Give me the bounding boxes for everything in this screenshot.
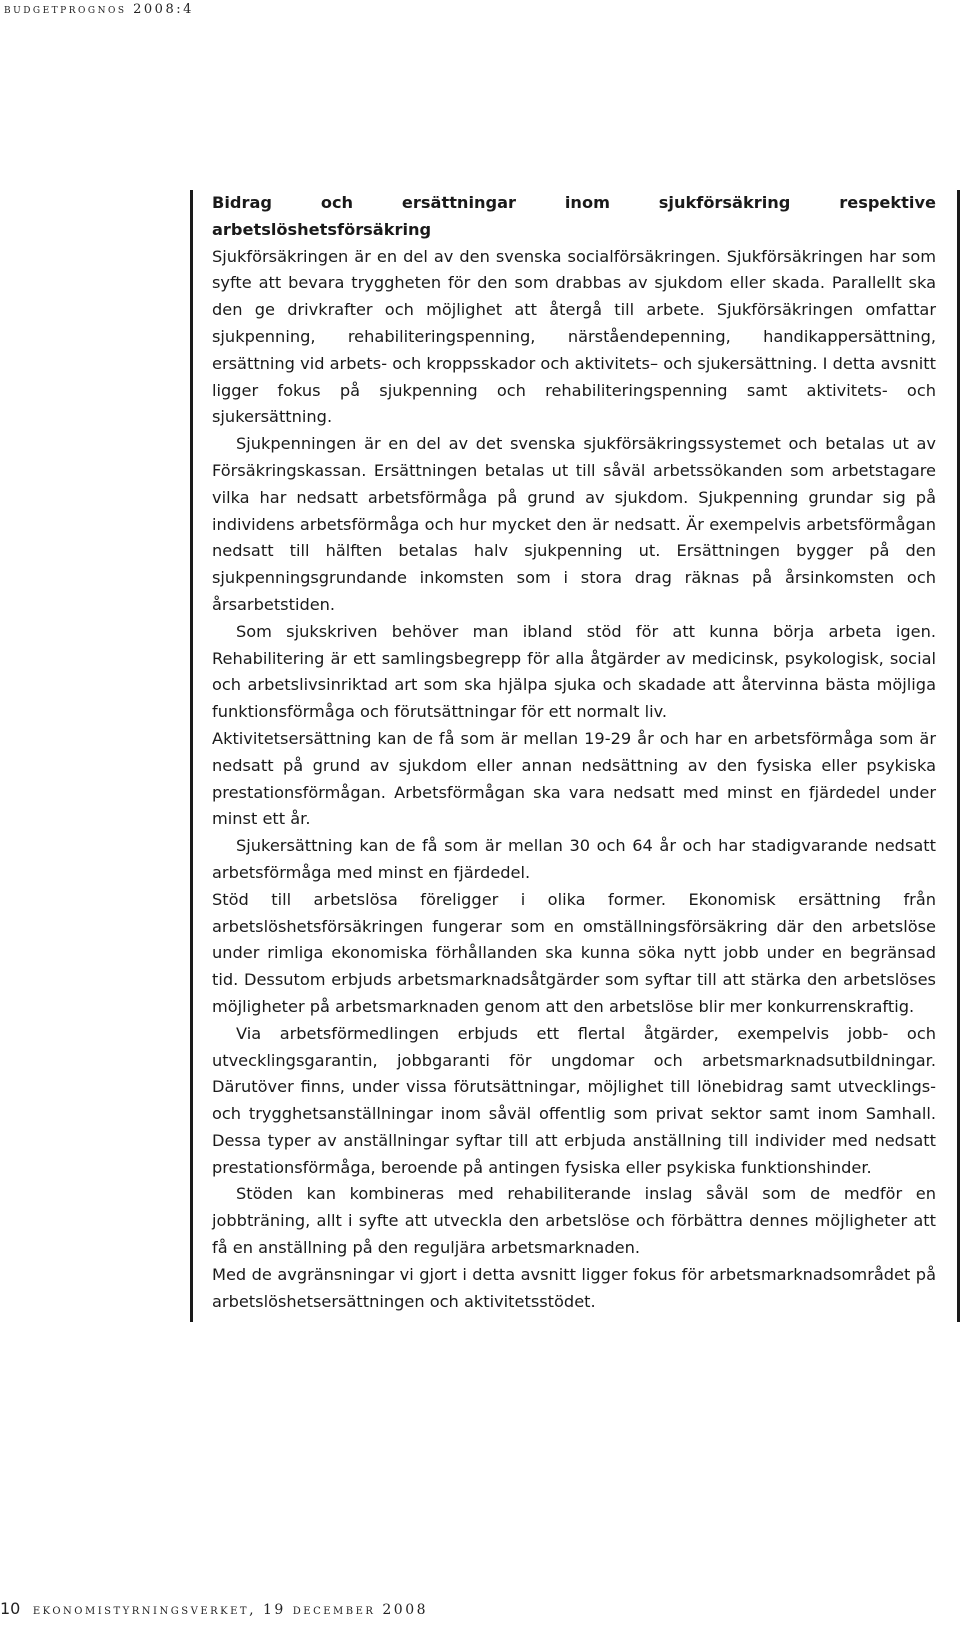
paragraph: Sjukförsäkringen är en del av den svenska socialförsäkringen. Sjukförsäkringen har som syfte att bevara tryggheten för den som drabbas av sjukdom eller skada. Parallellt ska den ge drivkrafter och möjlighet att återgå till arbete. Sjukförsäkringen omfattar sjukpenning, rehabiliteringspenning, närståendepenning, handikappersättning, ersättning vid arbets- och kroppsskador och aktivitets– och sjukersättning. I detta avsnitt ligger fokus på sjukpenning och rehabiliteringspenning samt aktivitets- och sjukersättning. (212, 246, 936, 427)
paragraph: Sjukersättning kan de få som är mellan 30 och 64 år och har stadigvarande nedsatt arbetsförmåga med minst en fjärdedel. (212, 836, 936, 882)
page-footer (0, 1599, 428, 1618)
section-heading: Bidrag och ersättningar inom sjukförsäkring respektive arbetslöshetsförsäkring (212, 193, 936, 239)
left-margin-rule (190, 190, 193, 1322)
paragraph: Stöden kan kombineras med rehabiliterande inslag såväl som de medför en jobbträning, allt i syfte att utveckla den arbetslöse och förbättra dennes möjligheter att få en anställning på den reguljära arbetsmarknaden. (212, 1184, 936, 1258)
paragraph: Via arbetsförmedlingen erbjuds ett flertal åtgärder, exempelvis jobb- och utvecklingsgarantin, jobbgaranti för ungdomar och arbetsmarknadsutbildningar. Därutöver finns, under vissa förutsättningar, möjlighet till lönebidrag samt utvecklings- och trygghetsanställningar inom såväl offentlig som privat sektor samt inom Samhall. Dessa typer av anställningar syftar till att erbjuda anställning till individer med nedsatt prestationsförmåga, beroende på antingen fysiska eller psykiska funktionshinder. (212, 1023, 936, 1177)
paragraph: Sjukpenningen är en del av det svenska sjukförsäkringssystemet och betalas ut av Försäkringskassan. Ersättningen betalas ut till såväl arbetssökanden som arbetstagare vilka har nedsatt arbetsförmåga på grund av sjukdom. Sjukpenning grundar sig på individens arbetsförmåga och hur mycket den är nedsatt. Är exempelvis arbetsförmågan nedsatt till hälften betalas halv sjukpenning ut. Ersättningen bygger på den sjukpenningsgrundande inkomsten som i stora drag räknas på årsinkomsten och årsarbetstiden. (212, 434, 936, 614)
paragraph: Som sjukskriven behöver man ibland stöd för att kunna börja arbeta igen. Rehabilitering är ett samlingsbegrepp för alla åtgärder av medicinsk, psykologisk, social och arbetslivsinriktad art som ska hjälpa sjuka och skadade att återvinna bästa möjliga funktionsförmåga och förutsättningar för ett normalt liv. (212, 621, 936, 722)
footer-text: ekonomistyrningsverket, 19 december 2008 (32, 1602, 429, 1618)
page-number: 10 (0, 1599, 21, 1618)
paragraph: Aktivitetsersättning kan de få som är mellan 19-29 år och har en arbetsförmåga som är nedsatt på grund av sjukdom eller annan nedsättning av den fysiska eller psykiska prestationsförmågan. Arbetsförmågan ska vara nedsatt med minst en fjärdedel under minst ett år. (212, 728, 936, 829)
main-text (212, 190, 936, 1315)
paragraph: Stöd till arbetslösa föreligger i olika former. Ekonomisk ersättning från arbetslöshetsförsäkringen fungerar som en omställningsförsäkring där den arbetslöse under rimliga ekonomiska förhållanden ska kunna söka nytt jobb under en begränsad tid. Dessutom erbjuds arbetsmarknadsåtgärder som syftar till att stärka den arbetslöses möjligheter på arbetsmarknaden genom att den arbetslöse blir mer konkurrenskraftig. (212, 889, 936, 1016)
paragraph: Med de avgränsningar vi gjort i detta avsnitt ligger fokus för arbetsmarknadsområdet på arbetslöshetsersättningen och aktivitetsstödet. (212, 1264, 936, 1311)
running-head: budgetprognos 2008:4 (4, 2, 194, 17)
